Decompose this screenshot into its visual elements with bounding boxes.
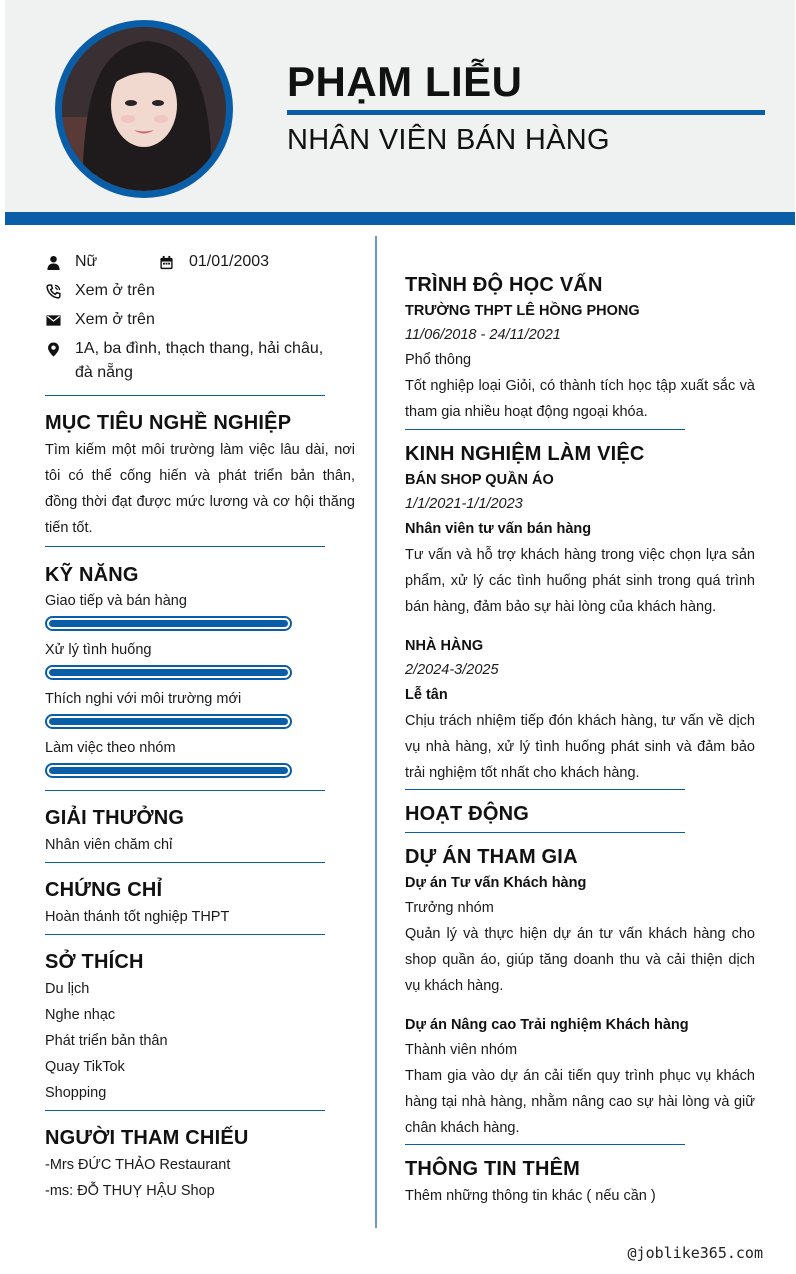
- phone-value: Xem ở trên: [75, 282, 155, 299]
- skills-list: [45, 591, 355, 778]
- project-name: Dự án Tư vấn Khách hàng: [405, 875, 587, 891]
- award-item: Nhân viên chăm chỉ: [45, 837, 173, 853]
- references-heading: NGƯỜI THAM CHIẾU: [45, 1127, 249, 1149]
- skill-level-fill: [49, 767, 288, 774]
- skill-level-bar: [45, 714, 292, 729]
- experience-role: Nhân viên tư vấn bán hàng: [405, 521, 592, 537]
- address-value: 1A, ba đình, thạch thang, hải châu, đà nẵng: [75, 340, 324, 381]
- gender-value: Nữ: [75, 253, 98, 270]
- experience-company: BÁN SHOP QUẦN ÁO: [405, 472, 554, 488]
- section-divider: [405, 789, 685, 790]
- awards-heading: GIẢI THƯỞNG: [45, 807, 185, 829]
- section-divider: [405, 1144, 685, 1145]
- experience-item: [405, 468, 755, 620]
- certificates-list: [45, 904, 355, 930]
- header-accent-band: [5, 212, 795, 225]
- section-divider: [45, 862, 325, 863]
- project-item: [405, 871, 755, 999]
- skill-item: [45, 689, 355, 729]
- contact-birthday: [158, 250, 269, 274]
- experience-description: Tư vấn và hỗ trợ khách hàng trong việc chọn lựa sản phẩm, xử lý các tình huống phát sinh trong quá trình bán hàng, đảm bảo sự hài lòng của khách hàng.: [405, 547, 755, 615]
- experience-company: NHÀ HÀNG: [405, 638, 484, 654]
- extra-info-heading: THÔNG TIN THÊM: [405, 1158, 581, 1180]
- section-divider: [405, 429, 685, 430]
- projects-heading: DỰ ÁN THAM GIA: [405, 846, 578, 868]
- calendar-icon: [158, 250, 174, 274]
- hobbies-list: [45, 976, 355, 1106]
- experience-heading: KINH NGHIỆM LÀM VIỆC: [405, 443, 645, 465]
- certificate-item: Hoàn thánh tốt nghiệp THPT: [45, 909, 230, 925]
- watermark: @joblike365.com: [627, 1244, 763, 1262]
- project-role: Thành viên nhóm: [405, 1042, 518, 1058]
- objective-heading: MỤC TIÊU NGHỀ NGHIỆP: [45, 412, 292, 434]
- phone-icon: [45, 279, 61, 303]
- skill-level-fill: [49, 620, 288, 627]
- project-name: Dự án Nâng cao Trải nghiệm Khách hàng: [405, 1017, 689, 1033]
- awards-list: [45, 832, 355, 858]
- skill-level-bar: [45, 665, 292, 680]
- contact-row-personal: [45, 250, 355, 274]
- skills-heading: KỸ NĂNG: [45, 564, 139, 586]
- references-list: [45, 1152, 355, 1204]
- education-date: 11/06/2018 - 24/11/2021: [405, 327, 561, 343]
- section-divider: [45, 546, 325, 547]
- avatar: [55, 20, 233, 198]
- skill-label: Làm việc theo nhóm: [45, 740, 176, 756]
- experience-item: [405, 634, 755, 786]
- experience-description: Chịu trách nhiệm tiếp đón khách hàng, tư vấn về dịch vụ nhà hàng, xử lý tình huống phát sinh và đảm bảo trải nghiệm tốt nhất cho khách hàng.: [405, 713, 755, 781]
- skill-item: [45, 738, 355, 778]
- skill-level-bar: [45, 616, 292, 631]
- section-divider: [45, 395, 325, 396]
- location-icon: [45, 337, 61, 361]
- hobby-item: Quay TikTok: [45, 1059, 125, 1075]
- section-divider: [45, 790, 325, 791]
- skill-label: Xử lý tình huống: [45, 642, 152, 658]
- contact-gender: [45, 250, 158, 274]
- education-description: Tốt nghiệp loại Giỏi, có thành tích học tập xuất sắc và tham gia nhiều hoạt động ngoại khóa.: [405, 378, 755, 420]
- email-value: Xem ở trên: [75, 311, 155, 328]
- contact-address: [45, 337, 345, 385]
- hobbies-heading: SỞ THÍCH: [45, 951, 144, 973]
- skill-item: [45, 640, 355, 680]
- objective-text: Tìm kiếm một môi trường làm việc lâu dài, nơi tôi có thể cống hiến và phát triển bản thân, đồng thời đạt được mức lương và cơ hội thăng tiến tốt.: [45, 442, 355, 536]
- portrait-illustration: [62, 27, 226, 191]
- contact-phone: [45, 279, 355, 303]
- hobby-item: Nghe nhạc: [45, 1007, 116, 1023]
- job-title: NHÂN VIÊN BÁN HÀNG: [287, 124, 610, 156]
- reference-item: -ms: ĐỖ THUỴ HẬU Shop: [45, 1183, 215, 1199]
- hobby-item: Du lịch: [45, 981, 90, 997]
- user-icon: [45, 250, 61, 274]
- avatar-photo: [62, 27, 226, 191]
- education-school: TRƯỜNG THPT LÊ HỒNG PHONG: [405, 303, 640, 319]
- project-description: Quản lý và thực hiện dự án tư vấn khách hàng cho shop quần áo, giúp tăng doanh thu và cải thiện dịch vụ khách hàng.: [405, 926, 755, 994]
- section-divider: [405, 832, 685, 833]
- candidate-name: PHẠM LIỄU: [287, 58, 523, 105]
- activities-heading: HOẠT ĐỘNG: [405, 803, 530, 825]
- skill-label: Thích nghi với môi trường mới: [45, 691, 242, 707]
- hobby-item: Shopping: [45, 1085, 107, 1101]
- skill-level-fill: [49, 718, 288, 725]
- column-divider: [375, 236, 377, 1228]
- section-divider: [45, 1110, 325, 1111]
- skill-item: [45, 591, 355, 631]
- left-column: [45, 250, 355, 1204]
- project-description: Tham gia vào dự án cải tiến quy trình phục vụ khách hàng tại nhà hàng, nhằm nâng cao sự hài lòng và giữ chân khách hàng.: [405, 1068, 755, 1136]
- education-level: Phổ thông: [405, 352, 472, 368]
- contact-email: [45, 308, 355, 332]
- education-heading: TRÌNH ĐỘ HỌC VẤN: [405, 274, 603, 296]
- email-icon: [45, 308, 61, 332]
- section-divider: [45, 934, 325, 935]
- reference-item: -Mrs ĐỨC THẢO Restaurant: [45, 1157, 231, 1173]
- hobby-item: Phát triển bản thân: [45, 1033, 168, 1049]
- skill-level-bar: [45, 763, 292, 778]
- skill-label: Giao tiếp và bán hàng: [45, 593, 187, 609]
- skill-level-fill: [49, 669, 288, 676]
- name-underline: [287, 110, 765, 115]
- right-column: [405, 274, 755, 1209]
- certificates-heading: CHỨNG CHỈ: [45, 879, 163, 901]
- experience-date: 1/1/2021-1/1/2023: [405, 496, 523, 512]
- project-role: Trưởng nhóm: [405, 900, 494, 916]
- experience-role: Lễ tân: [405, 687, 448, 703]
- birthday-value: 01/01/2003: [189, 253, 270, 270]
- project-item: [405, 1013, 755, 1141]
- experience-date: 2/2024-3/2025: [405, 662, 499, 678]
- extra-info-text: Thêm những thông tin khác ( nếu cần ): [405, 1188, 656, 1204]
